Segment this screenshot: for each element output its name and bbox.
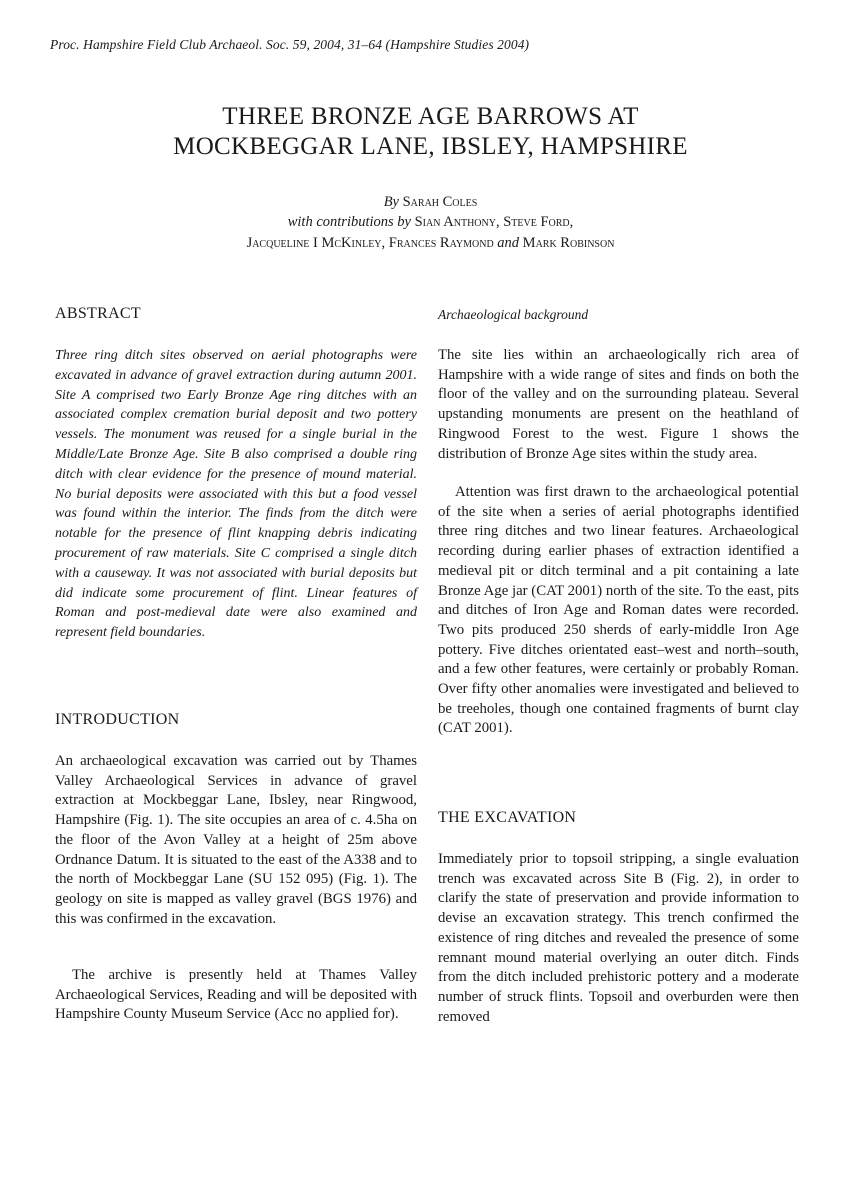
author-line: [0, 192, 861, 212]
and-label: and: [497, 235, 520, 251]
contributors-names-2a: Jacqueline I McKinley, Frances Raymond: [246, 235, 494, 251]
by-label: By: [383, 194, 399, 210]
introduction-paragraph-1: An archaeological excavation was carried out by Thames Valley Archaeological Services in advance of gravel extraction at Mockbeggar Lane, Ibsley, near Ringwood, Hampshire (Fig. 1). The site occupies an area of c. 4.5ha on the floor of the Avon Valley at a height of 25m above Ordnance Datum. It is situated to the east of the A338 and to the north of Mockbeggar Lane (SU 152 095) (Fig. 1). The geology on site is mapped as valley gravel (BGS 1976) and this was confirmed in the excavation.: [55, 753, 417, 927]
abstract-heading: ABSTRACT: [55, 305, 141, 322]
introduction-paragraph-2: The archive is presently held at Thames Valley Archaeological Services, Reading and will be deposited with Hampshire County Museum Service (Acc no applied for).: [55, 967, 417, 1023]
contributors-line-1: [0, 212, 861, 232]
background-paragraph-2: Attention was first drawn to the archaeological potential of the site when a series of aerial photographs identified three ring ditches and two linear features. Archaeological recording during earlier phases of extraction identified a medieval pit or ditch terminal and a pit containing a late Bronze Age jar (CAT 2001) north of the site. To the east, pits and ditches of Iron Age and Roman dates were recorded. Two pits produced 250 sherds of early-middle Iron Age pottery. Five ditches orientated east–west and north–south, and a few other features, were certainly or probably Roman. Over fifty other anomalies were investigated and believed to be treeholes, though one contained fragments of burnt clay (CAT 2001).: [438, 484, 799, 737]
background-paragraph-1: The site lies within an archaeologically rich area of Hampshire with a wide range of sites and finds on both the floor of the valley and on the surrounding plateau. Several upstanding monuments are present on the heathland of Ringwood Forest to the west. Figure 1 shows the distribution of Bronze Age sites within the study area.: [438, 347, 799, 462]
contributors-names-2b: Mark Robinson: [522, 235, 615, 251]
article-title-line-2: MOCKBEGGAR LANE, IBSLEY, HAMPSHIRE: [173, 133, 688, 160]
excavation-heading: THE EXCAVATION: [438, 809, 577, 826]
contributors-line-2: [0, 233, 861, 253]
abstract-text: Three ring ditch sites observed on aerial photographs were excavated in advance of gravel extraction during autumn 2001. Site A comprised two Early Bronze Age ring ditches with an associated complex cremation burial deposit and two pottery vessels. The monument was reused for a single burial in the Middle/Late Bronze Age. Site B also comprised a double ring ditch with clear evidence for the presence of mound material. No burial deposits were associated with this but a food vessel was found within the interior. The finds from the ditch were notable for the presence of flint knapping debris indicating procurement of raw materials. Site C comprised a single ditch with a causeway. It was not associated with burial deposits but did indicate some procurement of flint. Linear features of Roman and post-medieval date were also examined and represent field boundaries.: [55, 348, 417, 641]
with-contributions-label: with contributions by: [287, 214, 411, 230]
background-heading: Archaeological background: [438, 307, 589, 322]
journal-citation: Proc. Hampshire Field Club Archaeol. Soc. 59, 2004, 31–64 (Hampshire Studies 2004): [50, 37, 530, 52]
article-title-line-1: THREE BRONZE AGE BARROWS AT: [222, 103, 639, 130]
introduction-heading: INTRODUCTION: [55, 711, 180, 728]
contributors-names-1: Sian Anthony, Steve Ford,: [414, 214, 574, 230]
author-name: Sarah Coles: [402, 194, 478, 210]
excavation-paragraph-1: Immediately prior to topsoil stripping, a single evaluation trench was excavated across Site B (Fig. 2), in order to clarify the state of preservation and provide information to devise an excavation strategy. This trench confirmed the existence of ring ditches and revealed the presence of some remnant mound material overlying an outer ditch. Finds from the ditch included prehistoric pottery and a moderate number of struck flints. Topsoil and overburden were then removed: [438, 851, 799, 1025]
